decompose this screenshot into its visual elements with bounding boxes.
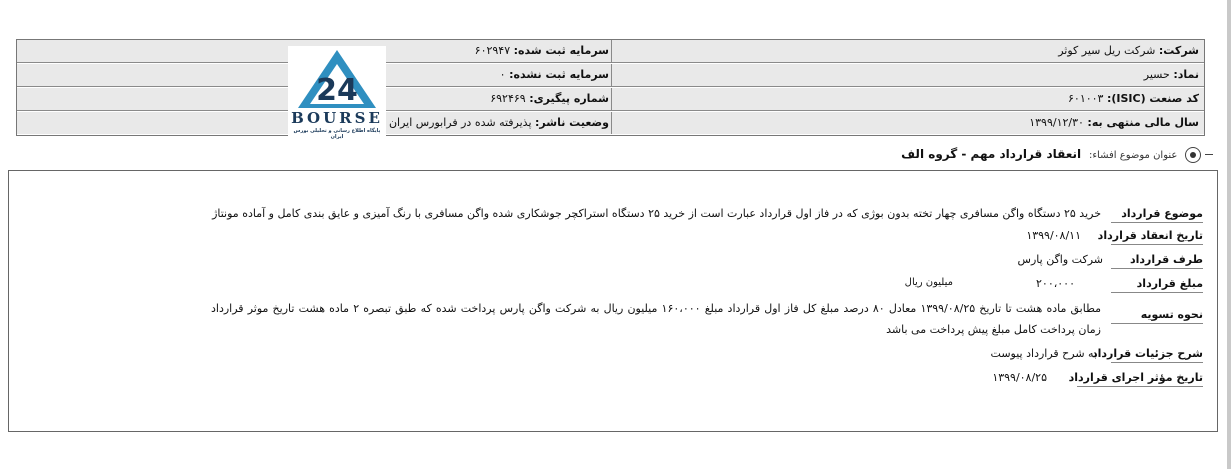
contract-details-panel — [8, 170, 1218, 432]
isic-value: ۶۰۱۰۰۳ — [1068, 92, 1104, 105]
party-label: طرف قرارداد — [1111, 253, 1203, 269]
target-icon — [1185, 147, 1201, 163]
tracking-number-label: شماره پیگیری: — [529, 92, 609, 105]
column-divider — [611, 112, 612, 134]
party-value: شرکت واگن پارس — [1017, 253, 1103, 266]
amount-label: مبلغ قرارداد — [1111, 277, 1203, 293]
date-label: تاریخ انعقاد قرارداد — [1111, 229, 1203, 245]
effective-date-label: تاریخ مؤثر اجرای قرارداد — [1077, 371, 1203, 387]
window-edge — [1227, 0, 1231, 469]
info-row-company — [17, 40, 1204, 63]
date-value: ۱۳۹۹/۰۸/۱۱ — [1026, 229, 1081, 242]
disclosure-label: عنوان موضوع افشاء: — [1088, 150, 1178, 161]
logo-text: BOURSE — [291, 109, 383, 127]
description-value: به شرح قرارداد پیوست — [990, 347, 1097, 360]
info-row-fiscal-year — [17, 112, 1204, 134]
column-divider — [611, 40, 612, 62]
unregistered-capital-label: سرمایه ثبت نشده: — [509, 68, 609, 81]
tracking-number-value: ۶۹۲۴۶۹ — [490, 92, 526, 105]
isic-label: کد صنعت (ISIC): — [1106, 92, 1199, 105]
amount-unit: میلیون ریال — [904, 277, 953, 288]
logo-triangle-icon — [288, 46, 386, 112]
publisher-status-label: وضعیت ناشر: — [535, 116, 609, 129]
registered-capital-label: سرمایه ثبت شده: — [513, 44, 609, 57]
unregistered-capital-value: ۰ — [499, 68, 506, 81]
info-row-isic — [17, 88, 1204, 111]
publisher-status-value: پذیرفته شده در فرابورس ایران — [388, 116, 532, 129]
logo-subtitle: پایگاه اطلاع رسانی و تحلیلی بورس ایران — [293, 128, 381, 140]
subject-value: خرید ۲۵ دستگاه واگن مسافری چهار تخته بدون بوژی که در فاز اول قرارداد عبارت است از خرید ۲۵ دستگاه استراکچر جوشکاری شده واگن مسافری با رنگ آمیزی و عایق بندی کامل و آماده مونتاژ — [212, 207, 1101, 220]
registered-capital-value: ۶۰۲۹۴۷ — [474, 44, 511, 57]
fiscal-year-label: سال مالی منتهی به: — [1087, 116, 1199, 129]
column-divider — [611, 88, 612, 110]
symbol-value: حسیر — [1143, 68, 1170, 81]
title-line-dash — [1205, 154, 1213, 155]
effective-date-value: ۱۳۹۹/۰۸/۲۵ — [992, 371, 1047, 384]
bourse24-logo — [288, 46, 386, 138]
settlement-label: نحوه تسویه — [1111, 308, 1203, 324]
disclosure-title-line — [901, 144, 1213, 164]
column-divider — [611, 64, 612, 86]
company-label: شرکت: — [1158, 44, 1199, 57]
company-value: شرکت ریل سیر کوثر — [1058, 44, 1156, 57]
amount-value: ۲۰۰،۰۰۰ — [1036, 277, 1075, 290]
info-row-symbol — [17, 64, 1204, 87]
symbol-label: نماد: — [1173, 68, 1199, 81]
fiscal-year-value: ۱۳۹۹/۱۲/۳۰ — [1029, 116, 1084, 129]
company-info-table — [16, 39, 1205, 136]
description-label: شرح جزئیات قرارداد — [1111, 347, 1203, 363]
subject-label: موضوع قرارداد — [1111, 207, 1203, 223]
settlement-value: مطابق ماده هشت تا تاریخ ۱۳۹۹/۰۸/۲۵ معادل ۸۰ درصد مبلغ کل فاز اول قرارداد مبلغ ۱۶۰،۰۰۰ میلیون ریال به شرکت واگن پارس پرداخت شده که طبق تبصره ۲ ماده هشت تاریخ موثر قرارداد زمان پرداخت کامل مبلغ پیش پرداخت می باشد — [211, 302, 1102, 336]
logo-numeral: 24 — [316, 73, 358, 108]
disclosure-title: انعقاد قرارداد مهم - گروه الف — [901, 147, 1082, 161]
